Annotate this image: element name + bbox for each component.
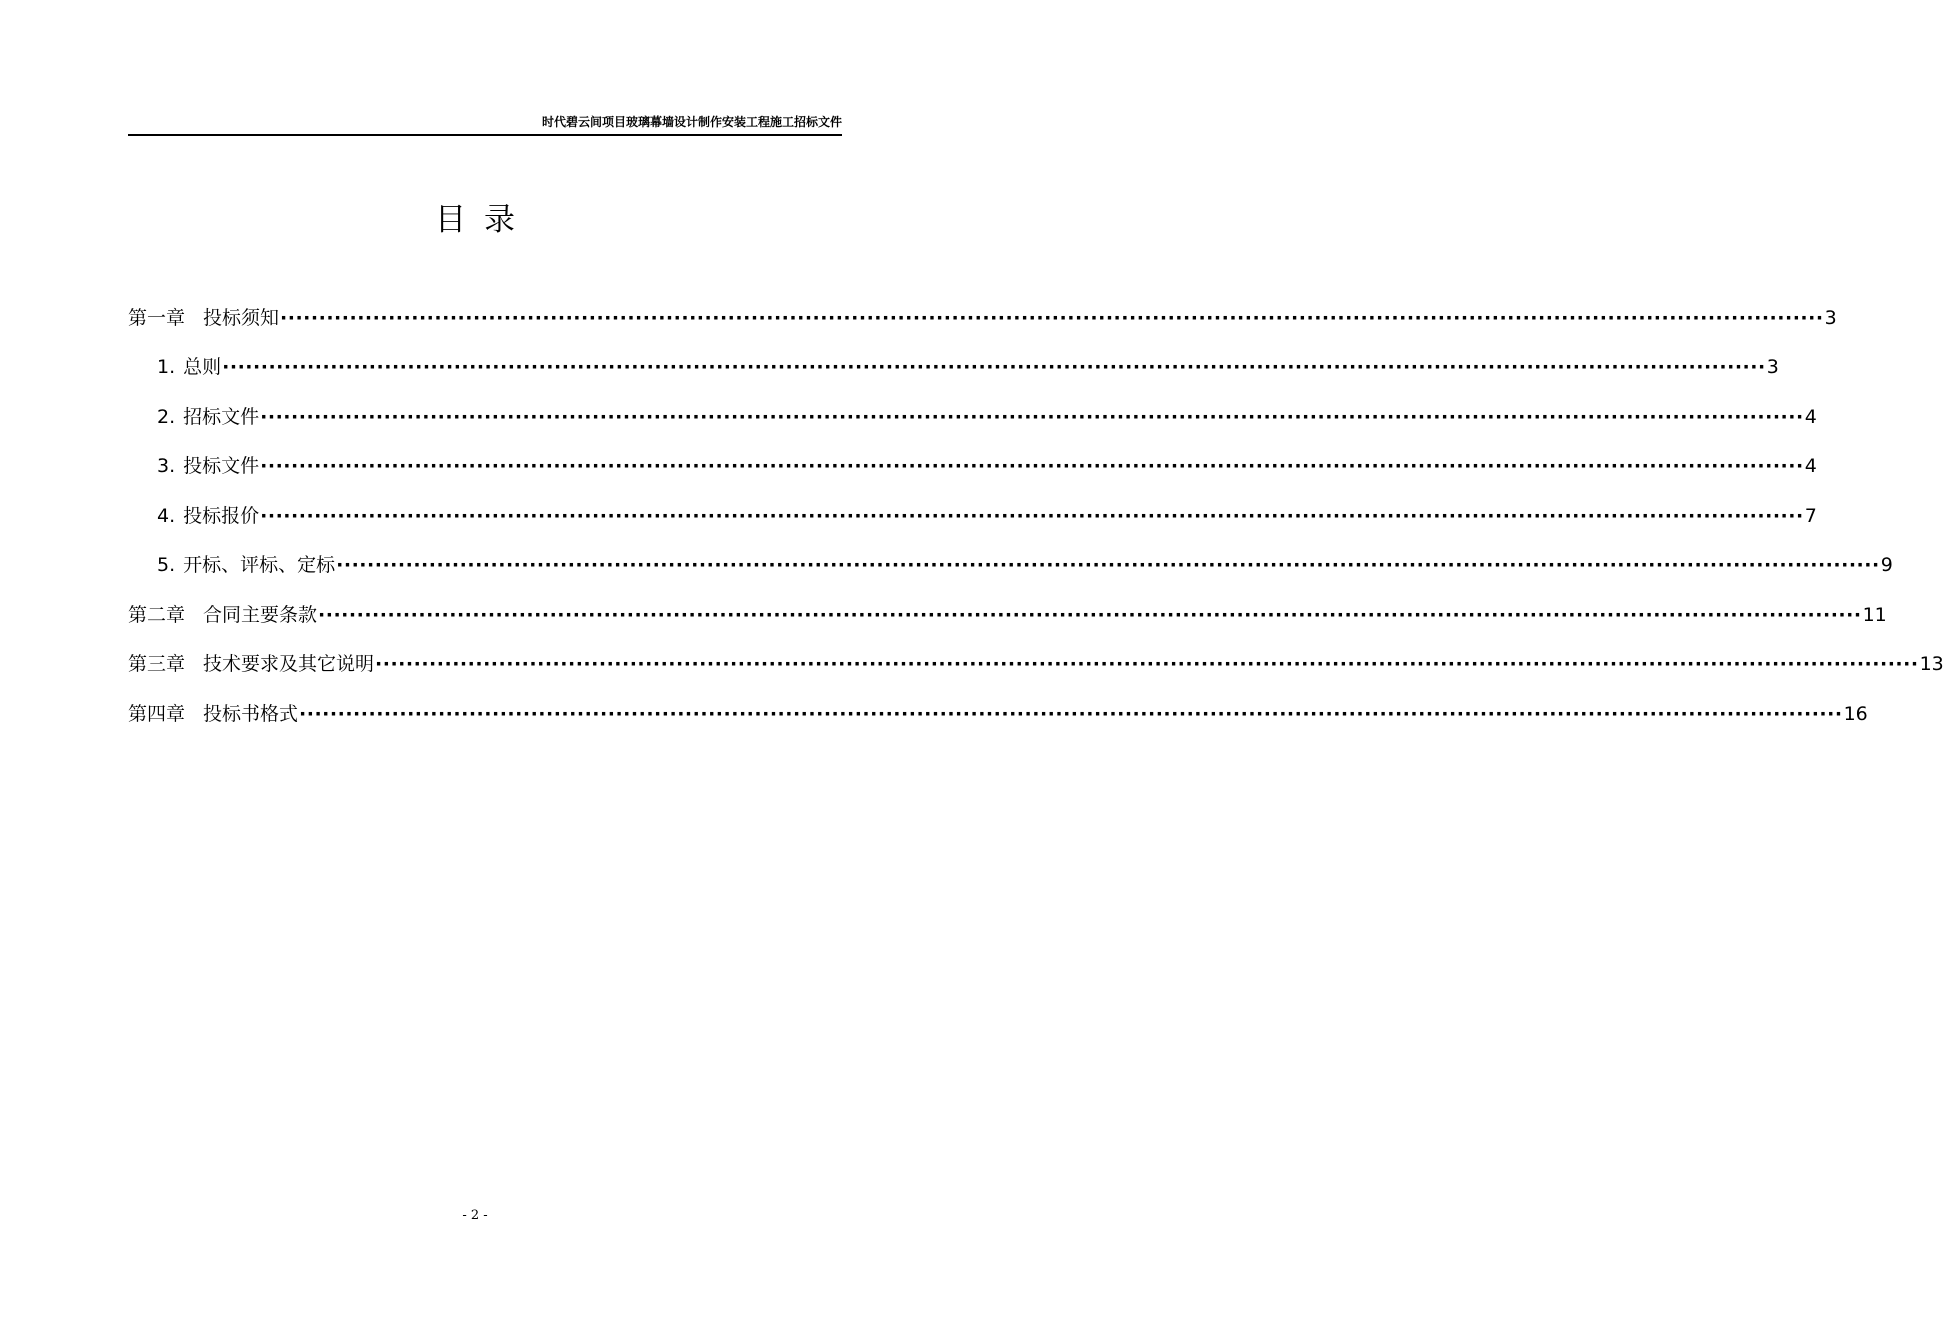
toc-entry-title: 合同主要条款 [203,604,318,626]
running-header: 时代碧云间项目玻璃幕墙设计制作安装工程施工招标文件 [541,115,842,129]
toc-entry-page: 11 [1862,604,1887,626]
toc-entry-page: 3 [1766,356,1779,378]
toc-title: 目录 [435,202,533,238]
toc-dot-leader: ········································································································································································································ [260,455,1804,477]
toc-entry-title: 开标、评标、定标 [183,554,336,576]
toc-entry-page: 4 [1804,406,1817,428]
toc-entry-page: 7 [1804,505,1817,527]
toc-entry-section-4[interactable] [157,502,1817,530]
toc-dot-leader: ········································································································································································································ [299,703,1843,725]
page-number: - 2 - [462,1208,488,1223]
toc-entry-section-2[interactable] [157,403,1817,431]
toc-entry-chapter-3[interactable] [128,650,1944,678]
toc-dot-leader: ········································································································································································································ [318,604,1862,626]
toc-entry-title: 投标须知 [203,307,280,329]
toc-entry-page: 3 [1824,307,1837,329]
toc-entry-title: 技术要求及其它说明 [203,653,375,675]
toc-entry-number: 5. [157,554,176,576]
toc-dot-leader: ········································································································································································································ [260,406,1804,428]
toc-entry-section-1[interactable] [157,353,1779,381]
header-divider [128,134,842,136]
toc-entry-title: 招标文件 [183,406,260,428]
toc-entry-number: 第二章 [128,604,186,626]
toc-dot-leader: ········································································································································································································ [336,554,1880,576]
toc-entry-title: 投标书格式 [203,703,299,725]
toc-dot-leader: ········································································································································································································ [375,653,1919,675]
toc-entry-number: 1. [157,356,176,378]
toc-dot-leader: ········································································································································································································ [260,505,1804,527]
toc-entry-title: 投标文件 [183,455,260,477]
toc-entry-section-5[interactable] [157,551,1893,579]
toc-dot-leader: ········································································································································································································ [222,356,1766,378]
toc-entry-number: 第三章 [128,653,186,675]
toc-entry-page: 4 [1804,455,1817,477]
toc-entry-number: 3. [157,455,176,477]
toc-entry-title: 投标报价 [183,505,260,527]
toc-entry-chapter-1[interactable] [128,304,1837,332]
toc-entry-section-3[interactable] [157,452,1817,480]
toc-entry-number: 第一章 [128,307,186,329]
toc-entry-chapter-4[interactable] [128,700,1868,728]
toc-entry-number: 2. [157,406,176,428]
toc-entry-chapter-2[interactable] [128,601,1887,629]
toc-entry-number: 第四章 [128,703,186,725]
toc-entry-number: 4. [157,505,176,527]
toc-dot-leader: ········································································································································································································ [280,307,1824,329]
toc-entry-title: 总则 [183,356,222,378]
toc-entry-page: 13 [1919,653,1944,675]
toc-entry-page: 16 [1843,703,1868,725]
toc-entry-page: 9 [1880,554,1893,576]
